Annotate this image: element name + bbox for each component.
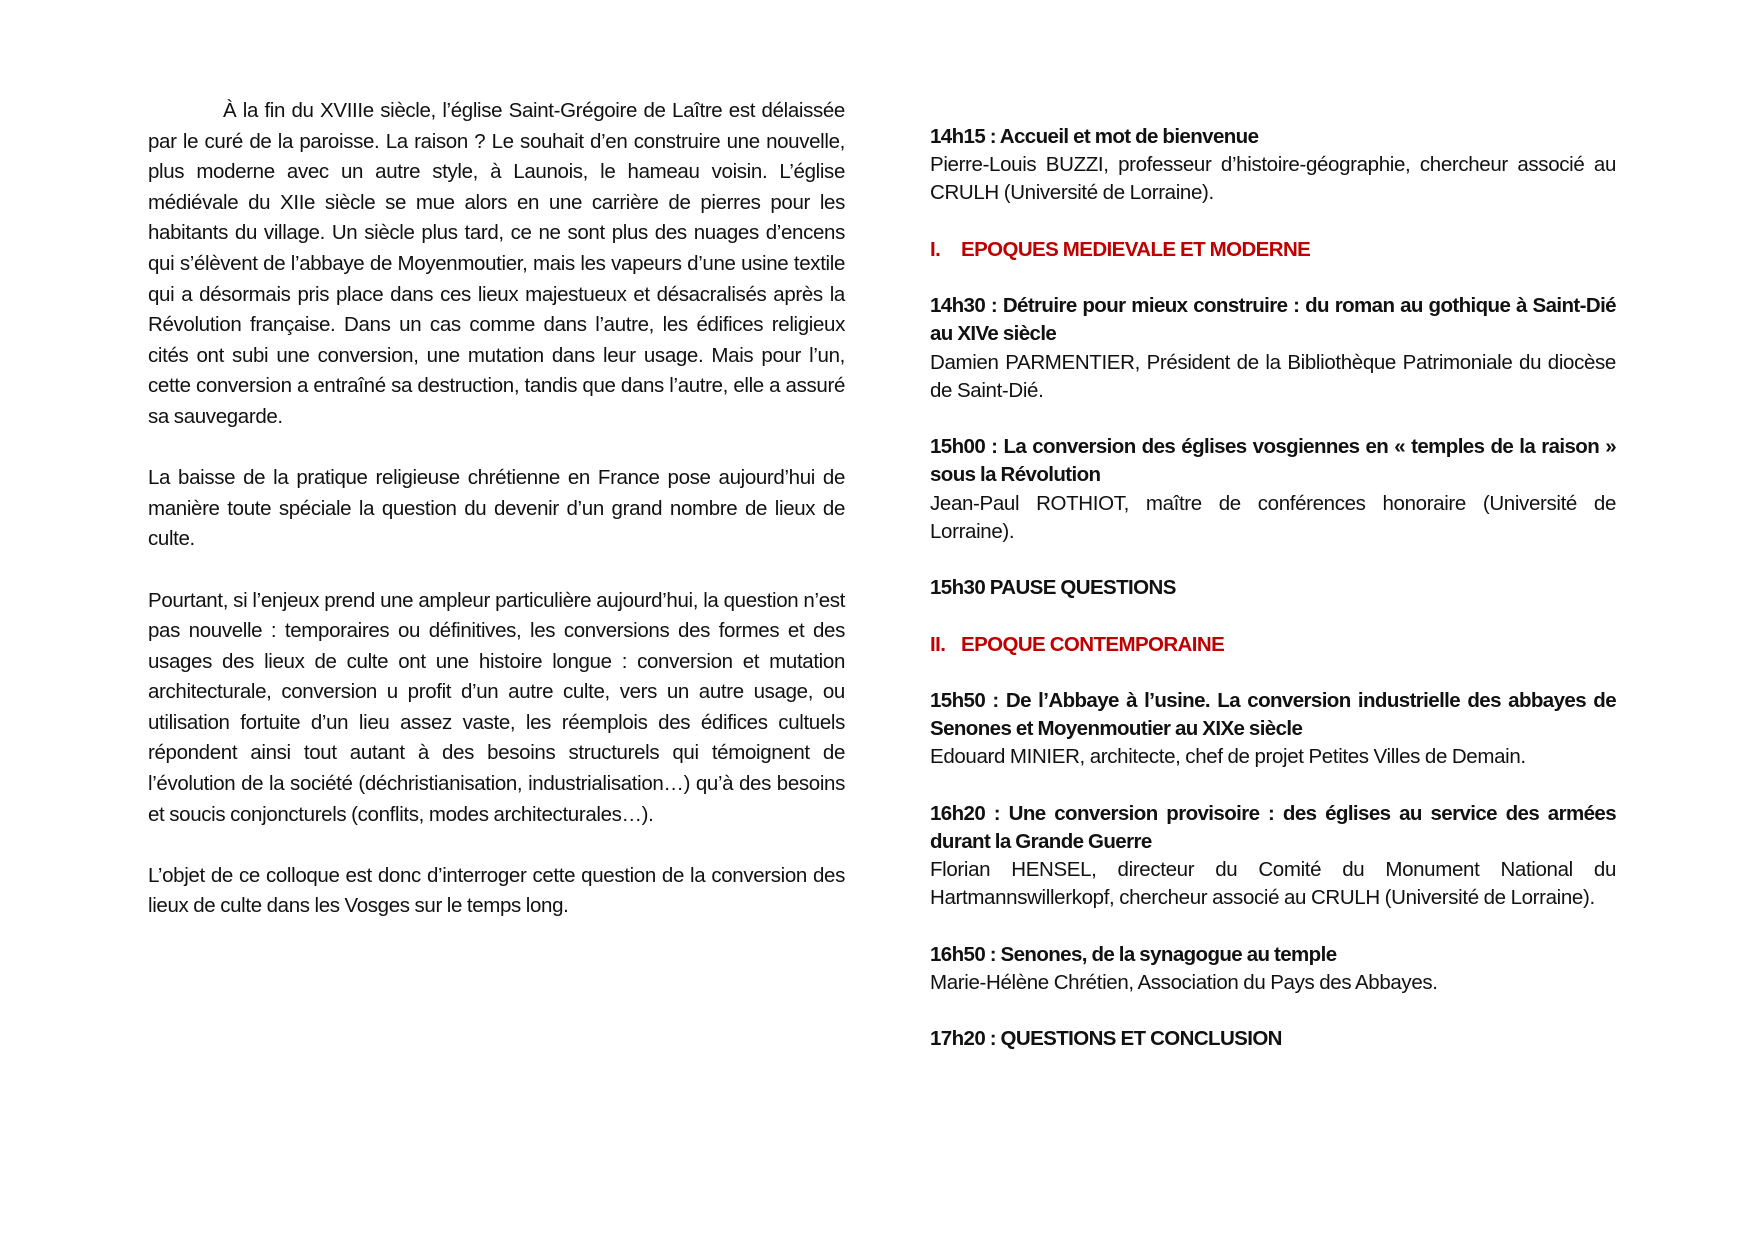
program-item <box>930 941 1616 997</box>
program-item-title: 15h00 : La conversion des églises vosgiennes en « temples de la raison » sous la Révolution <box>930 435 1616 487</box>
program-item-title: 16h50 : Senones, de la synagogue au temple <box>930 942 1337 966</box>
program-item-title: 14h30 : Détruire pour mieux construire : du roman au gothique à Saint-Dié au XIVe siècle <box>930 294 1616 346</box>
program-item-title: 16h20 : Une conversion provisoire : des églises au service des armées durant la Grande Guerre <box>930 801 1616 853</box>
program-pause: 15h30 PAUSE QUESTIONS <box>930 576 1176 600</box>
program-item <box>930 433 1616 546</box>
intro-paragraph: Pourtant, si l’enjeux prend une ampleur particulière aujourd’hui, la question n’est pas nouvelle : temporaires ou définitives, les conversions des formes et des usages des lieux de culte ont une histoire longue : conversion et mutation architecturale, conversion u profit d’un autre culte, vers un autre usage, ou utilisation fortuite d’un lieu assez vaste, les réemplois des édifices cultuels répondent ainsi tout autant à des besoins structurels qui témoignent de l’évolution de la société (déchristianisation, industrialisation…) qu’à des besoins et soucis conjoncturels (conflits, modes architecturales…). <box>148 588 845 826</box>
program-item-speaker: Jean-Paul ROTHIOT, maître de conférences honoraire (Université de Lorraine). <box>930 491 1616 543</box>
section-number: II. <box>930 632 946 656</box>
intro-paragraph: L’objet de ce colloque est donc d’interroger cette question de la conversion des lieux de culte dans les Vosges sur le temps long. <box>148 863 845 918</box>
program-item <box>930 687 1616 772</box>
section-heading-1 <box>930 236 1616 264</box>
program-column <box>930 123 1616 1082</box>
section-heading-2 <box>930 631 1616 659</box>
program-item-speaker: Florian HENSEL, directeur du Comité du Monument National du Hartmannswillerkopf, chercheur associé au CRULH (Université de Lorraine). <box>930 858 1616 910</box>
section-number: I. <box>930 237 941 261</box>
intro-paragraph: La baisse de la pratique religieuse chrétienne en France pose aujourd’hui de manière toute spéciale la question du devenir d’un grand nombre de lieux de culte. <box>148 466 845 551</box>
program-item-speaker: Pierre-Louis BUZZI, professeur d’histoire-géographie, chercheur associé au CRULH (Université de Lorraine). <box>930 153 1616 205</box>
program-conclusion: 17h20 : QUESTIONS ET CONCLUSION <box>930 1027 1282 1051</box>
section-title: EPOQUE CONTEMPORAINE <box>961 632 1225 656</box>
section-title: EPOQUES MEDIEVALE ET MODERNE <box>961 237 1311 261</box>
intro-paragraph: À la fin du XVIIIe siècle, l’église Saint-Grégoire de Laître est délaissée par le curé de la paroisse. La raison ? Le souhait d’en construire une nouvelle, plus moderne avec un autre style, à Launois, le hameau voisin. L’église médiévale du XIIe siècle se mue alors en une carrière de pierres pour les habitants du village. Un siècle plus tard, ce ne sont plus des nuages d’encens qui s’élèvent de l’abbaye de Moyenmoutier, mais les vapeurs d’une usine textile qui a désormais pris place dans ces lieux majestueux et désacralisés après la Révolution française. Dans un cas comme dans l’autre, les édifices religieux cités ont subi une conversion, une mutation dans leur usage. Mais pour l’un, cette conversion a entraîné sa destruction, tandis que dans l’autre, elle a assuré sa sauvegarde. <box>148 99 845 428</box>
program-item-speaker: Edouard MINIER, architecte, chef de projet Petites Villes de Demain. <box>930 745 1526 769</box>
program-item <box>930 800 1616 913</box>
program-item <box>930 292 1616 405</box>
introduction-column <box>148 96 845 953</box>
program-item-speaker: Marie-Hélène Chrétien, Association du Pays des Abbayes. <box>930 970 1438 994</box>
program-item-welcome <box>930 123 1616 208</box>
program-item-speaker: Damien PARMENTIER, Président de la Bibliothèque Patrimoniale du diocèse de Saint-Dié. <box>930 350 1616 402</box>
program-item-title: 14h15 : Accueil et mot de bienvenue <box>930 125 1259 148</box>
program-item-title: 15h50 : De l’Abbaye à l’usine. La conversion industrielle des abbayes de Senones et Moyenmoutier au XIXe siècle <box>930 688 1616 741</box>
